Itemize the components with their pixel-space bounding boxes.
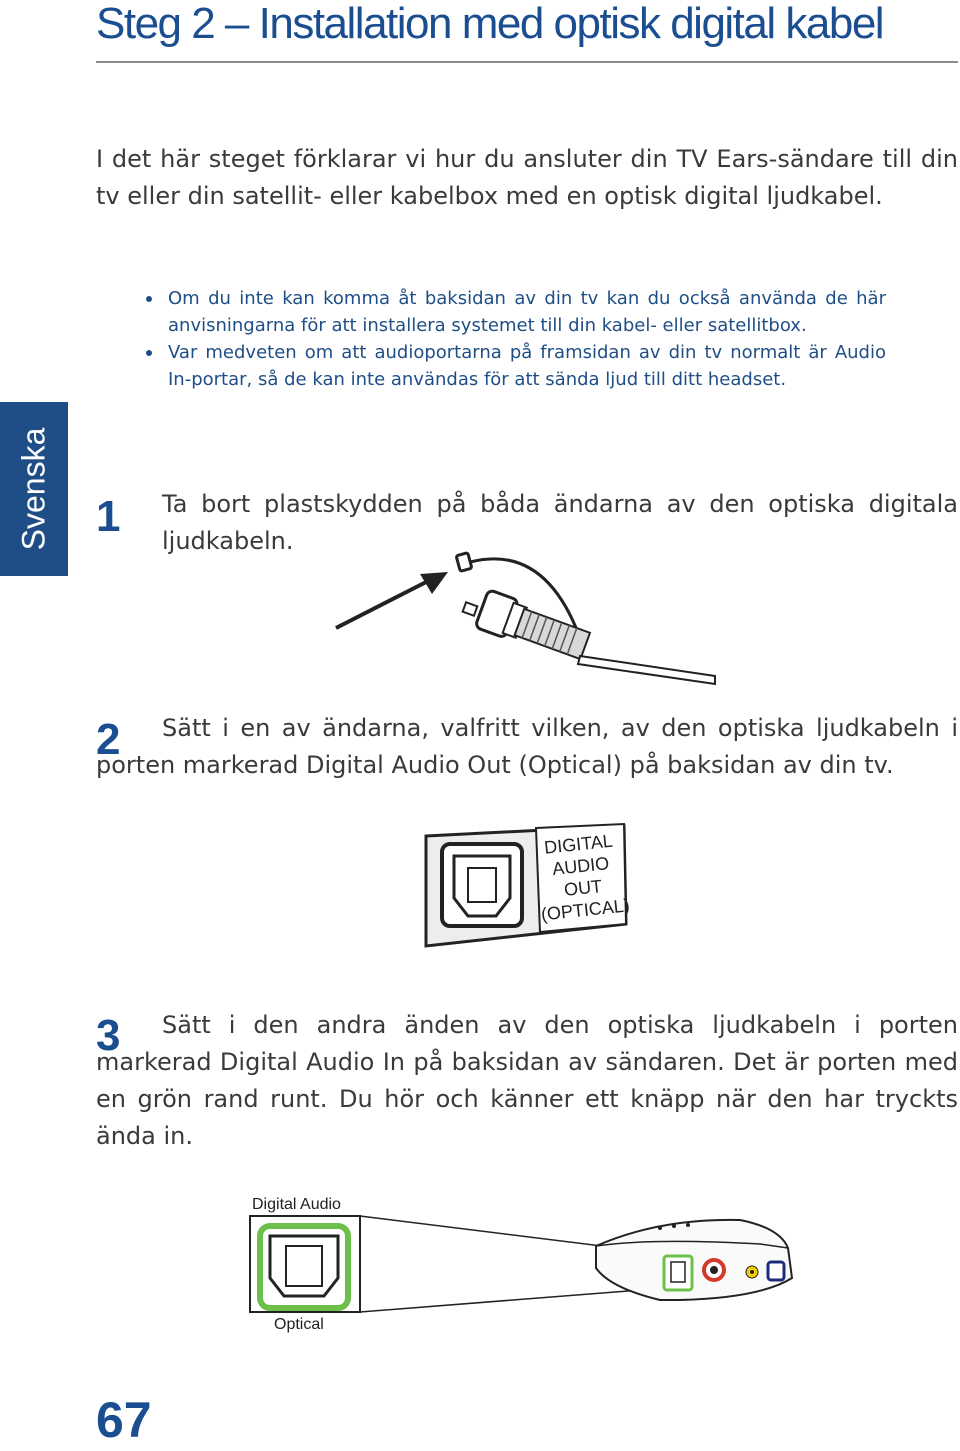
digital-audio-out-port-illustration [424, 820, 634, 950]
step-text: Sätt i den andra änden av den optiska ljudkabeln i porten markerad Digital Audio In på baksidan av sändaren. Det är porten med en grön rand runt. Du hör och känner ett knäpp när den har tryckts ända in. [96, 1011, 958, 1150]
language-tab-label: Svenska [15, 427, 52, 551]
note-item [140, 285, 886, 339]
note-text: Om du inte kan komma åt baksidan av din tv kan du också använda de här anvisningarna för att installera systemet till din kabel- eller satellitbox. [168, 288, 886, 336]
page-number: 67 [96, 1392, 152, 1448]
port-label-line1: DIGITAL [543, 830, 614, 858]
page-title: Steg 2 – Installation med optisk digital kabel [96, 0, 884, 48]
intro-paragraph: I det här steget förklarar vi hur du ansluter din TV Ears-sändare till din tv eller din satellit- eller kabelbox med en optisk digital ljudkabel. [96, 145, 958, 210]
note-text: Var medveten om att audioportarna på framsidan av din tv normalt är Audio In-portar, så de kan inte användas för att sända ljud till ditt headset. [168, 342, 886, 390]
step-number: 1 [96, 492, 121, 541]
bullet-icon [146, 296, 152, 302]
optical-label: Optical [274, 1316, 324, 1333]
title-divider [96, 61, 958, 63]
note-item [140, 339, 886, 393]
step-text: Ta bort plastskydden på båda ändarna av den optiska digitala ljudkabeln. [162, 490, 958, 555]
step-text: Sätt i en av ändarna, valfritt vilken, av den optiska ljudkabeln i porten markerad Digital Audio Out (Optical) på baksidan av din tv. [96, 714, 958, 779]
digital-audio-label: Digital Audio [252, 1196, 341, 1213]
optical-cable-illustration [330, 548, 730, 688]
step-number: 2 [96, 715, 121, 764]
step-number: 3 [96, 1011, 121, 1060]
port-label-line4: (OPTICAL) [540, 895, 631, 925]
language-tab [0, 402, 68, 576]
port-label-line3: OUT [563, 876, 603, 900]
transmitter-illustration [240, 1188, 800, 1348]
bullet-icon [146, 350, 152, 356]
port-label-line2: AUDIO [551, 853, 611, 879]
notes-list [140, 285, 886, 393]
